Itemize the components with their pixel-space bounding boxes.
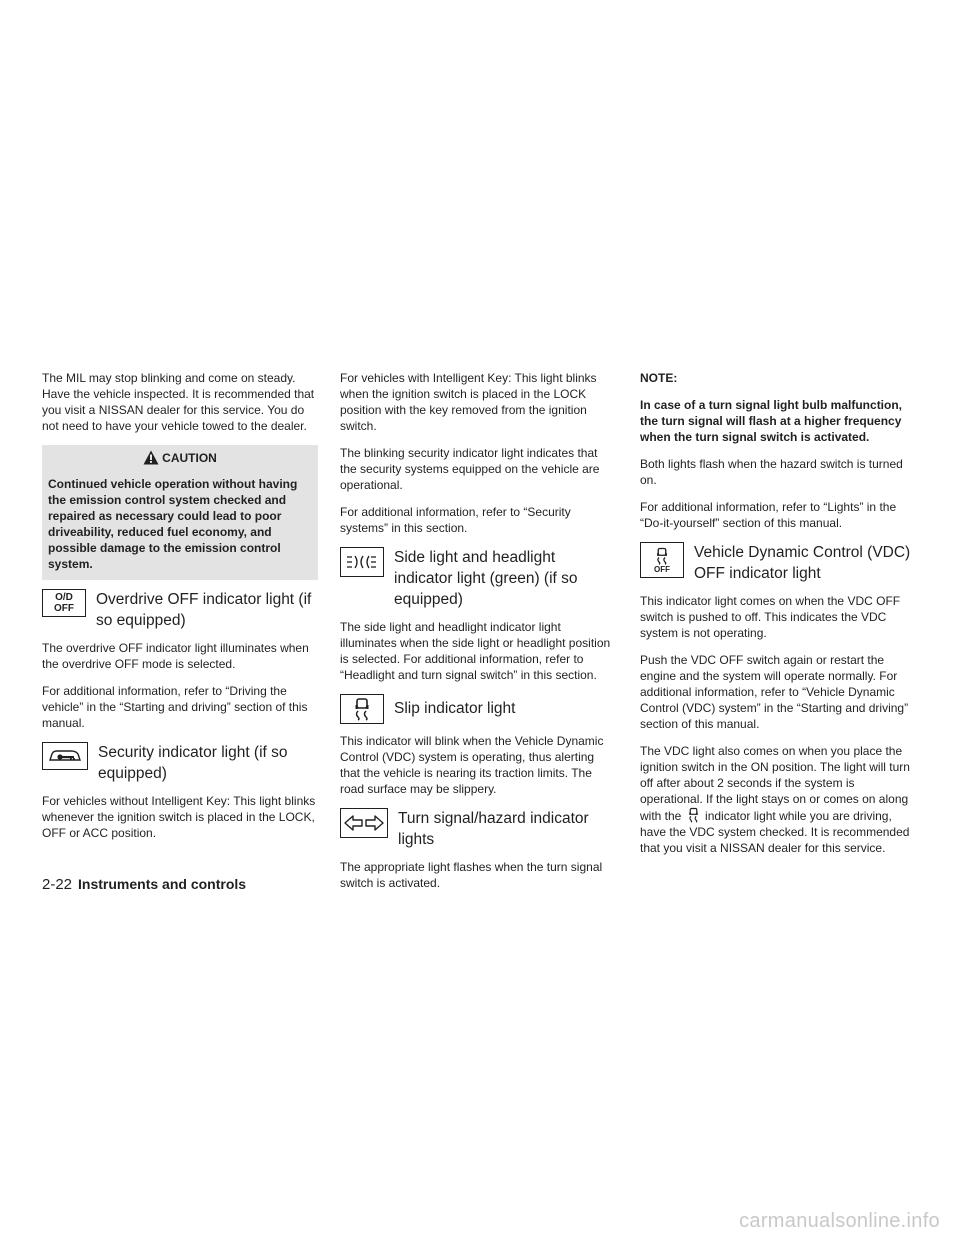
paragraph xyxy=(640,743,916,856)
turn-arrows-icon xyxy=(340,808,388,838)
paragraph-part: The VDC light also comes on when you place the ignition switch in the ON position. The light will turn off after about 2 seconds if the system is operational. If the light stays on or comes on along with the xyxy=(640,744,910,823)
turn-signal-title: Turn signal/hazard indicator lights xyxy=(398,810,589,848)
paragraph: For additional information, refer to “Driving the vehicle” in the “Starting and driving” section of this manual. xyxy=(42,684,308,730)
page-footer xyxy=(42,876,246,893)
paragraph: The MIL may stop blinking and come on steady. Have the vehicle inspected. It is recommended that you visit a NISSAN dealer for this service. You do not need to have your vehicle towed to the dealer. xyxy=(42,371,315,433)
column-2 xyxy=(340,370,616,902)
vdc-off-icon xyxy=(640,542,684,578)
column-3 xyxy=(640,370,916,867)
security-indicator-heading xyxy=(42,742,318,784)
warning-triangle-icon xyxy=(143,450,159,465)
paragraph: For vehicles without Intelligent Key: This light blinks whenever the ignition switch is placed in the LOCK, OFF or ACC position. xyxy=(42,794,316,840)
slip-title: Slip indicator light xyxy=(394,700,516,717)
od-icon-off-text: OFF xyxy=(54,603,74,614)
od-off-icon xyxy=(42,589,86,617)
paragraph: The blinking security indicator light indicates that the security systems equipped on the vehicle are operational. xyxy=(340,446,600,492)
side-light-indicator-heading xyxy=(340,547,616,610)
side-light-icon xyxy=(340,547,384,577)
caution-text: Continued vehicle operation without having the emission control system checked and repaired as necessary could lead to poor driveability, reduced fuel economy, and possible damage to the emission control system. xyxy=(48,477,298,571)
note-label: NOTE: xyxy=(640,371,678,385)
paragraph-part: indicator light while you are driving, have the VDC system checked. It is recommended that you visit a NISSAN dealer for this service. xyxy=(640,809,910,855)
paragraph: For vehicles with Intelligent Key: This light blinks when the ignition switch is placed in the LOCK position with the key removed from the ignition switch. xyxy=(340,371,597,433)
paragraph: Push the VDC OFF switch again or restart the engine and the system will operate normally. For additional information, refer to “Vehicle Dynamic Control (VDC) system” in the “Starting and driving” section of this manual. xyxy=(640,653,909,731)
side-light-title: Side light and headlight indicator light (green) (if so equipped) xyxy=(394,549,578,608)
paragraph: The appropriate light flashes when the turn signal switch is activated. xyxy=(340,860,603,890)
paragraph: This indicator light comes on when the VDC OFF switch is pushed to off. This indicates the VDC system is not operating. xyxy=(640,594,901,640)
overdrive-title: Overdrive OFF indicator light (if so equipped) xyxy=(96,591,312,629)
caution-heading xyxy=(48,449,312,467)
column-1 xyxy=(42,370,318,852)
slip-car-icon xyxy=(687,807,700,823)
slip-car-icon xyxy=(340,694,384,724)
page-number: 2-22 xyxy=(42,876,73,893)
turn-signal-indicator-heading xyxy=(340,808,616,850)
vdc-off-title: Vehicle Dynamic Control (VDC) OFF indicator light xyxy=(694,544,911,582)
slip-indicator-heading xyxy=(340,694,616,724)
paragraph: The side light and headlight indicator light illuminates when the side light or headlight position is selected. For additional information, refer to “Headlight and turn signal switch” in this section. xyxy=(340,620,611,682)
security-title: Security indicator light (if so equipped) xyxy=(98,744,288,782)
overdrive-indicator-heading xyxy=(42,589,318,631)
car-key-icon xyxy=(42,742,88,770)
vdc-off-indicator-heading xyxy=(640,542,916,584)
paragraph: For additional information, refer to “Lights” in the “Do-it-yourself” section of this manual. xyxy=(640,500,897,530)
od-icon-text: O/D xyxy=(55,592,73,603)
paragraph: Both lights flash when the hazard switch is turned on. xyxy=(640,457,903,487)
caution-box xyxy=(42,445,318,580)
section-name: Instruments and controls xyxy=(78,876,247,892)
paragraph: The overdrive OFF indicator light illuminates when the overdrive OFF mode is selected. xyxy=(42,641,309,671)
note-text: In case of a turn signal light bulb malfunction, the turn signal will flash at a higher frequency when the turn signal switch is activated. xyxy=(640,398,903,444)
paragraph: For additional information, refer to “Security systems” in this section. xyxy=(340,505,571,535)
vdc-icon-off-text: OFF xyxy=(654,564,670,574)
watermark: carmanualsonline.info xyxy=(739,1210,940,1232)
paragraph: This indicator will blink when the Vehicle Dynamic Control (VDC) system is operating, thus alerting that the vehicle is nearing its traction limits. The road surface may be slippery. xyxy=(340,734,604,796)
caution-label: CAUTION xyxy=(162,451,217,465)
